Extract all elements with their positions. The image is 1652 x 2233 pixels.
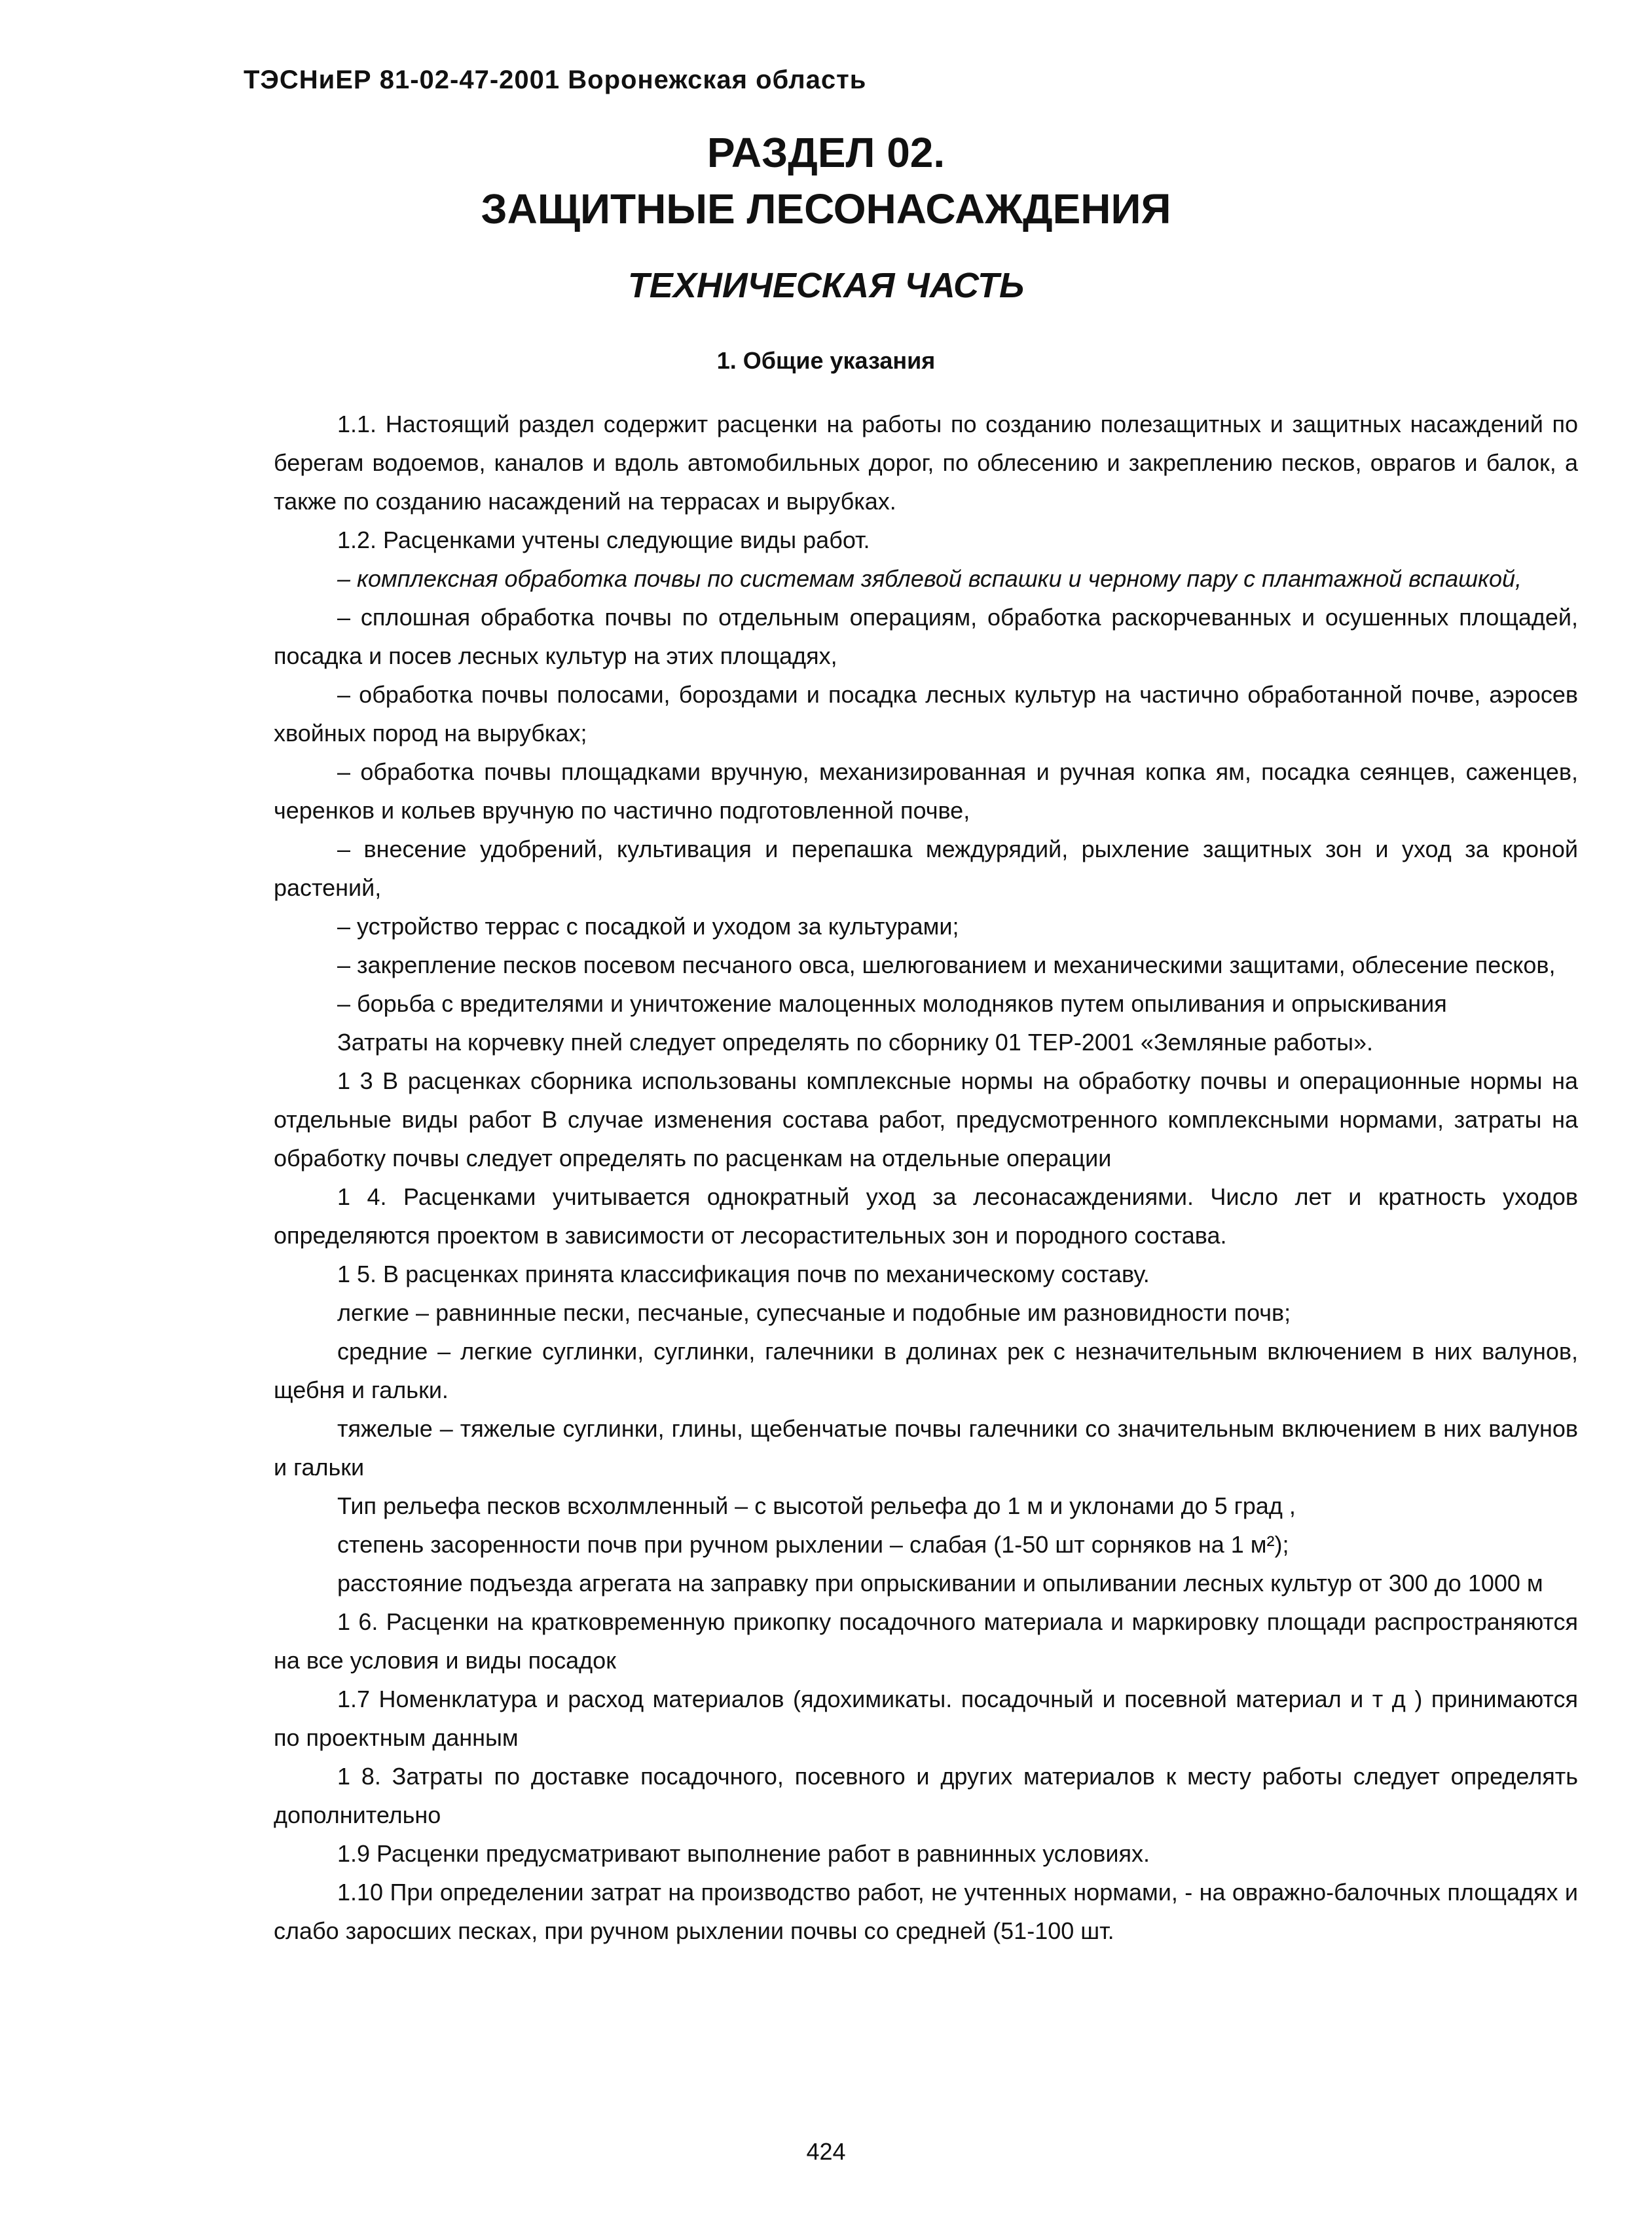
paragraph-1-9: 1.9 Расценки предусматривают выполнение работ в равнинных условиях.: [337, 1840, 1150, 1867]
paragraph-1-10: 1.10 При определении затрат на производство работ, не учтенных нормами, - на овражно-балочных площадях и слабо заросших песках, при ручном рыхлении почвы со средней (51-100 шт.: [274, 1879, 1578, 1944]
paragraph-1-7: 1.7 Номенклатура и расход материалов (ядохимикаты. посадочный и посевной материал и т д ) принимаются по проектным данным: [274, 1686, 1578, 1751]
list-item: – комплексная обработка почвы по системам зяблевой вспашки и черному пару с плантажной вспашкой,: [337, 565, 1522, 592]
list-item: – устройство террас с посадкой и уходом за культурами;: [337, 913, 959, 940]
paragraph-1-1: 1.1. Настоящий раздел содержит расценки на работы по созданию полезащитных и защитных насаждений по берегам водоемов, каналов и вдоль автомобильных дорог, по облесению и закреплению песков, оврагов и балок, а также по созданию насаждений на террасах и вырубках.: [274, 411, 1578, 515]
section-title: [0, 124, 1652, 237]
refuel-distance: расстояние подъезда агрегата на заправку при опрыскивании и опыливании лесных культур от 300 до 1000 м: [337, 1570, 1543, 1596]
part-subtitle: ТЕХНИЧЕСКАЯ ЧАСТЬ: [627, 266, 1025, 305]
list-item: – обработка почвы площадками вручную, механизированная и ручная копка ям, посадка сеянцев, саженцев, черенков и кольев вручную по частично подготовленной почве,: [274, 758, 1578, 824]
section-name: ЗАЩИТНЫЕ ЛЕСОНАСАЖДЕНИЯ: [481, 185, 1171, 232]
list-item: – борьба с вредителями и уничтожение малоценных молодняков путем опыливания и опрыскивания: [337, 990, 1447, 1017]
weed-degree: степень засоренности почв при ручном рыхлении – слабая (1-50 шт сорняков на 1 м²);: [337, 1531, 1289, 1558]
paragraph-1-3: 1 3 В расценках сборника использованы комплексные нормы на обработку почвы и операционные нормы на отдельные виды работ В случае изменения состава работ, предусмотренного комплексными нормами, затраты на обработку почвы следует определять по расценкам на отдельные операции: [274, 1067, 1578, 1172]
list-item: – закрепление песков посевом песчаного овса, шелюгованием и механическими защитами, облесение песков,: [337, 951, 1556, 978]
chapter-heading: 1. Общие указания: [716, 347, 936, 374]
paragraph-1-5: 1 5. В расценках принята классификация почв по механическому составу.: [337, 1261, 1150, 1287]
paragraph-1-8: 1 8. Затраты по доставке посадочного, посевного и других материалов к месту работы следует определять дополнительно: [274, 1763, 1578, 1828]
body-text: [274, 405, 1578, 1950]
paragraph-1-6: 1 6. Расценки на кратковременную прикопку посадочного материала и маркировку площади распространяются на все условия и виды посадок: [274, 1608, 1578, 1674]
list-item: – обработка почвы полосами, бороздами и посадка лесных культур на частично обработанной почве, аэросев хвойных пород на вырубках;: [274, 681, 1578, 747]
list-item: – внесение удобрений, культивация и перепашка междурядий, рыхление защитных зон и уход за кроной растений,: [274, 836, 1578, 901]
document-code-header: ТЭСНиЕР 81-02-47-2001 Воронежская область: [244, 65, 867, 94]
list-item: – сплошная обработка почвы по отдельным операциям, обработка раскорчеванных и осушенных площадей, посадка и посев лесных культур на этих площадях,: [274, 604, 1578, 669]
paragraph-1-4: 1 4. Расценками учитывается однократный уход за лесонасаждениями. Число лет и кратность уходов определяются проектом в зависимости от лесорастительных зон и породного состава.: [274, 1183, 1578, 1249]
page-number: 424: [806, 2138, 846, 2165]
section-number: РАЗДЕЛ 02.: [707, 129, 945, 176]
paragraph-1-2: 1.2. Расценками учтены следующие виды работ.: [337, 526, 870, 553]
soil-medium: средние – легкие суглинки, суглинки, галечники в долинах рек с незначительным включением в них валунов, щебня и гальки.: [274, 1338, 1578, 1403]
soil-light: легкие – равнинные пески, песчаные, супесчаные и подобные им разновидности почв;: [337, 1299, 1291, 1326]
paragraph-stumps: Затраты на корчевку пней следует определять по сборнику 01 ТЕР-2001 «Земляные работы».: [337, 1029, 1374, 1056]
soil-heavy: тяжелые – тяжелые суглинки, глины, щебенчатые почвы галечники со значительным включением в них валунов и гальки: [274, 1415, 1578, 1481]
relief-type: Тип рельефа песков всхолмленный – с высотой рельефа до 1 м и уклонами до 5 град ,: [337, 1492, 1296, 1519]
